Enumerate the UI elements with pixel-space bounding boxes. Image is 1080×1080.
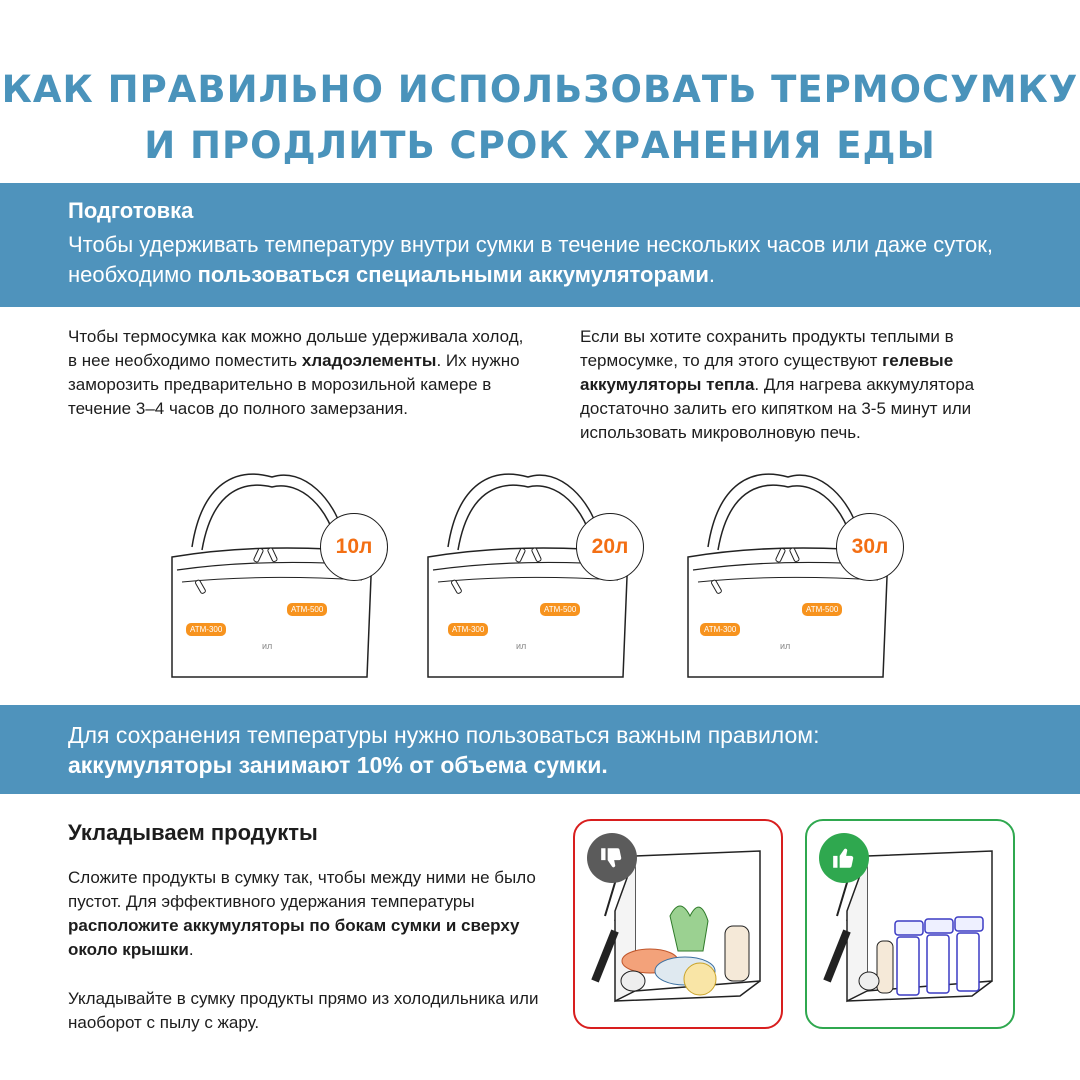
bag-note: ил <box>516 641 527 651</box>
cold-elements-text <box>68 325 528 421</box>
cold-text-end: . Их нужно заморозить предварительно в морозильной камере в течение 3–4 часов до полного замерзания. <box>68 351 520 418</box>
accumulator-tag-500: ATM-500 <box>540 603 580 616</box>
correct-packing-card <box>805 819 1015 1029</box>
volume-badge: 30л <box>836 513 904 581</box>
bag-note: ил <box>780 641 791 651</box>
rule-line-2 <box>68 750 1028 780</box>
wrong-packing-card <box>573 819 783 1029</box>
preparation-text-start: Чтобы удерживать температуру внутри сумки в течение нескольких часов или даже суток, необходимо <box>68 232 994 287</box>
warm-text-bold: гелевые аккумуляторы тепла <box>580 351 954 394</box>
title-line-2: И ПРОДЛИТЬ СРОК ХРАНЕНИЯ ЕДЫ <box>144 124 936 167</box>
accumulator-tag-300: ATM-300 <box>186 623 226 636</box>
rule-line-1: Для сохранения температуры нужно пользоваться важным правилом: <box>68 722 820 748</box>
thumbs-up-icon <box>819 833 869 883</box>
title-line-1: КАК ПРАВИЛЬНО ИСПОЛЬЗОВАТЬ ТЕРМОСУМКУ <box>1 68 1079 111</box>
bag-illustration-20l <box>418 462 658 692</box>
packing-text-2: Укладывайте в сумку продукты прямо из холодильника или наоборот с пылу с жару. <box>68 989 539 1032</box>
cold-text-bold: хладоэлементы <box>301 351 437 370</box>
rule-banner <box>0 705 1080 794</box>
packing-text <box>68 866 548 962</box>
volume-badge: 10л <box>320 513 388 581</box>
preparation-banner <box>0 183 1080 307</box>
bag-illustration-10l <box>162 462 402 692</box>
preparation-heading: Подготовка <box>68 198 194 223</box>
preparation-text-end: . <box>708 262 716 287</box>
packing-heading: Укладываем продукты <box>68 820 318 845</box>
accumulator-tag-500: ATM-500 <box>287 603 327 616</box>
preparation-text <box>68 230 1028 290</box>
accumulator-tag-500: ATM-500 <box>802 603 842 616</box>
page-title <box>0 62 1080 174</box>
packing-text-start: Сложите продукты в сумку так, чтобы между ними не было пустот. Для эффективного удержания температуры <box>68 868 536 911</box>
accumulator-tag-300: ATM-300 <box>700 623 740 636</box>
bag-illustration-30l <box>678 462 918 692</box>
packing-text-end: . <box>188 940 194 959</box>
accumulator-tag-300: ATM-300 <box>448 623 488 636</box>
preparation-text-bold: пользоваться специальными аккумуляторами <box>197 262 709 287</box>
bag-note: ил <box>262 641 273 651</box>
thumbs-down-icon <box>587 833 637 883</box>
warm-elements-text <box>580 325 1040 445</box>
packing-text-bold: расположите аккумуляторы по бокам сумки и сверху около крышки <box>68 916 520 959</box>
rule-text <box>68 720 1028 780</box>
cold-text-start: Чтобы термосумка как можно дольше удерживала холод, в нее необходимо поместить <box>68 327 524 370</box>
warm-text-start: Если вы хотите сохранить продукты теплыми в термосумке, то для этого существуют <box>580 327 954 370</box>
warm-text-end: . Для нагрева аккумулятора достаточно залить его кипятком на 3-5 минут или использовать микроволновую печь. <box>580 375 975 442</box>
volume-badge: 20л <box>576 513 644 581</box>
rule-line-2-bold: аккумуляторы занимают 10% от объема сумки. <box>68 752 608 778</box>
